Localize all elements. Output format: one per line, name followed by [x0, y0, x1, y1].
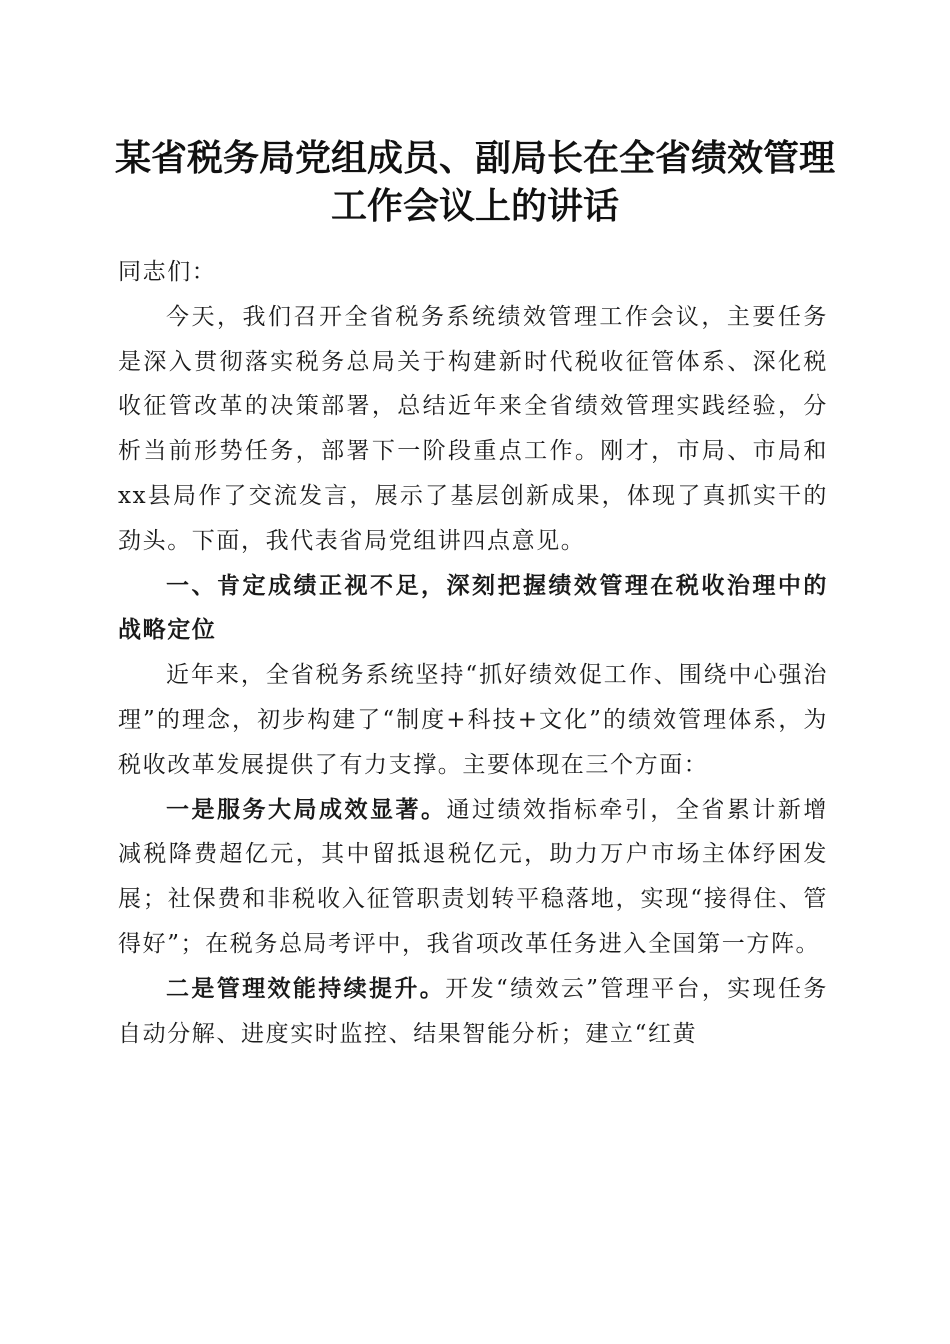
section-1-intro-paragraph: 近年来，全省税务系统坚持“抓好绩效促工作、围绕中心强治理”的理念，初步构建了“制度+科技+文化”的绩效管理体系，为税收改革发展提供了有力支撑。主要体现在三个方面：	[118, 662, 828, 778]
point-2-paragraph	[118, 967, 828, 1057]
point-2-lead: 二是管理效能持续提升。	[166, 975, 446, 1002]
document-title-line-2: 工作会议上的讲话	[330, 185, 619, 227]
salutation: 同志们：	[118, 259, 217, 285]
intro-paragraph: 今天，我们召开全省税务系统绩效管理工作会议，主要任务是深入贯彻落实税务总局关于构建新时代税收征管体系、深化税收征管改革的决策部署，总结近年来全省绩效管理实践经验，分析当前形势任务，部署下一阶段重点工作。刚才，市局、市局和xx县局作了交流发言，展示了基层创新成果，体现了真抓实干的劲头。下面，我代表省局党组讲四点意见。	[118, 303, 828, 554]
point-1-lead: 一是服务大局成效显著。	[166, 796, 447, 823]
point-1-text: 通过绩效指标牵引，全省累计新增减税降费超亿元，其中留抵退税亿元，助力万户市场主体纾困发展；社保费和非税收入征管职责划转平稳落地，实现“接得住、管得好”；在税务总局考评中，我省项改革任务进入全国第一方阵。	[118, 796, 828, 957]
section-1-heading: 一、肯定成绩正视不足，深刻把握绩效管理在税收治理中的战略定位	[118, 572, 828, 644]
point-2-text: 开发“绩效云”管理平台，实现任务自动分解、进度实时监控、结果智能分析；建立“红黄	[118, 975, 828, 1047]
document-body	[118, 250, 828, 1056]
document-title-line-1: 某省税务局党组成员、副局长在全省绩效管理	[114, 137, 835, 179]
point-1-paragraph	[118, 788, 828, 967]
